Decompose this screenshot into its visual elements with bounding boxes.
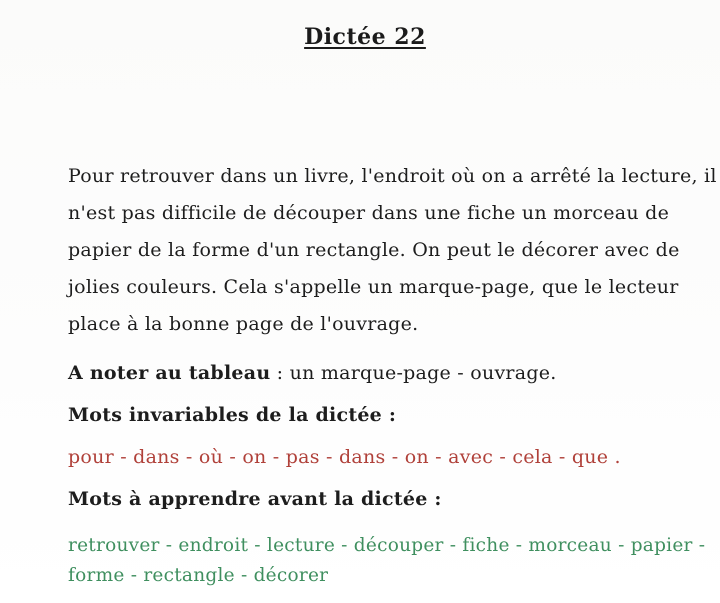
page-title: Dictée 22 — [304, 24, 426, 50]
paragraph-line: Pour retrouver dans un livre, l'endroit où on a arrêté la lecture, il — [68, 165, 717, 187]
words-to-learn-list — [68, 531, 706, 591]
words-to-learn-line: retrouver - endroit - lecture - découper - fiche - morceau - papier - — [68, 535, 706, 556]
paragraph-line: n'est pas difficile de découper dans une fiche un morceau de — [68, 202, 670, 224]
board-note-text: : un marque-page - ouvrage. — [270, 362, 557, 384]
words-to-learn-heading: Mots à apprendre avant la dictée : — [68, 488, 442, 510]
dictation-paragraph — [68, 158, 717, 343]
paragraph-line: jolies couleurs. Cela s'appelle un marque-page, que le lecteur — [68, 276, 679, 298]
board-note-label: A noter au tableau — [68, 362, 271, 384]
invariable-words-heading: Mots invariables de la dictée : — [68, 404, 397, 426]
paragraph-line: papier de la forme d'un rectangle. On peut le décorer avec de — [68, 239, 680, 261]
board-note-line — [68, 358, 662, 388]
invariable-words-list: pour - dans - où - on - pas - dans - on - avec - cela - que . — [68, 446, 621, 468]
paragraph-line: place à la bonne page de l'ouvrage. — [68, 313, 419, 335]
words-to-learn-line: forme - rectangle - décorer — [68, 565, 329, 586]
